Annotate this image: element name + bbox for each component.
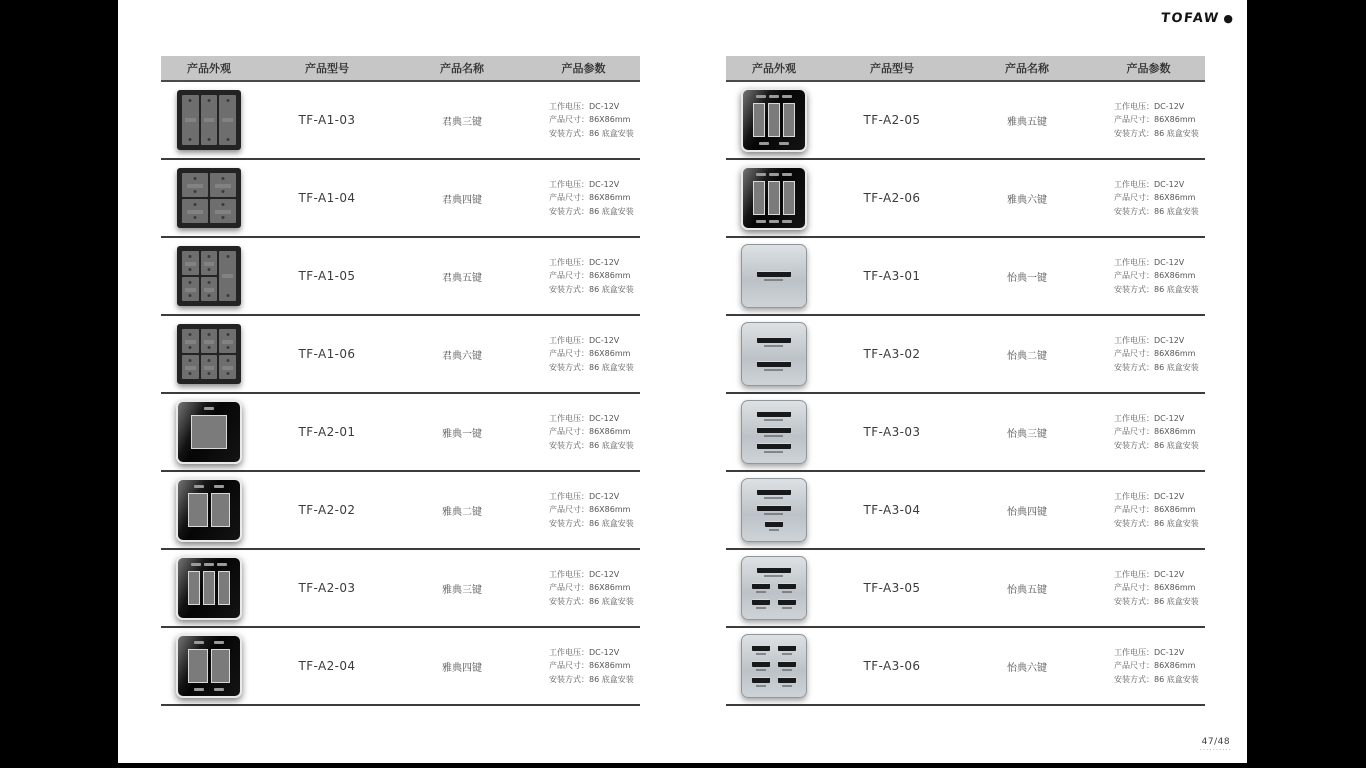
model-text: TF-A3-01 bbox=[863, 269, 921, 283]
switch-key bbox=[201, 95, 218, 145]
model-cell bbox=[822, 238, 962, 314]
name-text: 雅典五键 bbox=[1007, 116, 1047, 128]
switch-key bbox=[182, 173, 208, 197]
model-cell bbox=[822, 160, 962, 236]
switch-key bbox=[783, 103, 795, 137]
switch-key bbox=[768, 103, 780, 137]
switch-key bbox=[219, 251, 236, 301]
name-text: 雅典一键 bbox=[442, 428, 482, 440]
touch-key bbox=[752, 645, 770, 655]
touch-key bbox=[752, 583, 770, 593]
touch-key bbox=[757, 271, 792, 281]
param-line: 产品尺寸：86X86mm bbox=[549, 349, 631, 359]
model-text: TF-A2-03 bbox=[298, 581, 356, 595]
appearance-cell bbox=[726, 628, 822, 704]
params-cell bbox=[527, 160, 640, 236]
model-cell bbox=[822, 628, 962, 704]
name-text: 雅典六键 bbox=[1007, 194, 1047, 206]
product-image bbox=[176, 478, 242, 542]
param-line: 产品尺寸：86X86mm bbox=[549, 505, 631, 515]
switch-key bbox=[201, 355, 218, 379]
appearance-cell bbox=[726, 82, 822, 158]
param-line: 工作电压：DC-12V bbox=[1114, 179, 1185, 189]
params-cell bbox=[1092, 472, 1205, 548]
name-cell bbox=[397, 550, 527, 626]
model-text: TF-A2-05 bbox=[863, 113, 921, 127]
name-cell bbox=[397, 472, 527, 548]
name-text: 君典五键 bbox=[442, 272, 482, 284]
switch-key bbox=[201, 329, 218, 353]
param-line: 工作电压：DC-12V bbox=[549, 101, 620, 111]
touch-key bbox=[752, 677, 770, 687]
switch-key bbox=[182, 277, 199, 301]
column-header: 产品型号 bbox=[305, 62, 349, 75]
params-cell bbox=[527, 394, 640, 470]
appearance-cell bbox=[161, 394, 257, 470]
param-line: 工作电压：DC-12V bbox=[1114, 413, 1185, 423]
product-image bbox=[741, 478, 807, 542]
brand-logo-dot-icon: ● bbox=[1223, 12, 1233, 25]
param-line: 安装方式：86 底盒安装 bbox=[1114, 362, 1199, 372]
model-cell bbox=[822, 472, 962, 548]
product-table-left bbox=[161, 56, 640, 706]
product-image bbox=[741, 634, 807, 698]
params-cell bbox=[527, 472, 640, 548]
product-image bbox=[741, 400, 807, 464]
name-text: 雅典三键 bbox=[442, 584, 482, 596]
switch-key bbox=[203, 571, 215, 605]
switch-key bbox=[182, 355, 199, 379]
param-line: 工作电压：DC-12V bbox=[549, 569, 620, 579]
column-header: 产品型号 bbox=[870, 62, 914, 75]
param-line: 产品尺寸：86X86mm bbox=[1114, 661, 1196, 671]
switch-key bbox=[188, 571, 200, 605]
name-cell bbox=[397, 160, 527, 236]
param-line: 安装方式：86 底盒安装 bbox=[549, 440, 634, 450]
name-text: 君典六键 bbox=[442, 350, 482, 362]
model-cell bbox=[257, 472, 397, 548]
param-line: 安装方式：86 底盒安装 bbox=[1114, 284, 1199, 294]
name-cell bbox=[962, 628, 1092, 704]
touch-key bbox=[778, 645, 796, 655]
touch-key bbox=[757, 567, 792, 577]
name-cell bbox=[962, 316, 1092, 392]
table-row bbox=[726, 82, 1205, 160]
table-row bbox=[161, 82, 640, 160]
param-line: 产品尺寸：86X86mm bbox=[549, 271, 631, 281]
model-cell bbox=[257, 316, 397, 392]
param-line: 工作电压：DC-12V bbox=[1114, 101, 1185, 111]
name-cell bbox=[962, 160, 1092, 236]
appearance-cell bbox=[726, 316, 822, 392]
appearance-cell bbox=[726, 550, 822, 626]
appearance-cell bbox=[726, 160, 822, 236]
appearance-cell bbox=[161, 550, 257, 626]
param-line: 产品尺寸：86X86mm bbox=[1114, 427, 1196, 437]
model-text: TF-A1-03 bbox=[298, 113, 356, 127]
column-header: 产品外观 bbox=[187, 62, 231, 75]
name-text: 雅典二键 bbox=[442, 506, 482, 518]
params-cell bbox=[527, 550, 640, 626]
table-row bbox=[161, 472, 640, 550]
model-cell bbox=[257, 238, 397, 314]
touch-key bbox=[778, 599, 796, 609]
name-cell bbox=[962, 238, 1092, 314]
model-text: TF-A3-03 bbox=[863, 425, 921, 439]
column-header: 产品外观 bbox=[752, 62, 796, 75]
product-image bbox=[741, 556, 807, 620]
model-text: TF-A1-04 bbox=[298, 191, 356, 205]
model-cell bbox=[257, 394, 397, 470]
touch-key bbox=[757, 489, 792, 499]
name-text: 君典三键 bbox=[442, 116, 482, 128]
param-line: 产品尺寸：86X86mm bbox=[1114, 193, 1196, 203]
appearance-cell bbox=[726, 394, 822, 470]
product-image bbox=[177, 90, 241, 150]
switch-key bbox=[219, 95, 236, 145]
brand-logo bbox=[1161, 11, 1233, 26]
product-table-right bbox=[726, 56, 1205, 706]
name-text: 怡典六键 bbox=[1007, 662, 1047, 674]
model-text: TF-A2-02 bbox=[298, 503, 356, 517]
table-row bbox=[726, 316, 1205, 394]
param-line: 产品尺寸：86X86mm bbox=[549, 427, 631, 437]
switch-key bbox=[201, 251, 218, 275]
model-cell bbox=[822, 550, 962, 626]
param-line: 工作电压：DC-12V bbox=[549, 335, 620, 345]
table-row bbox=[161, 238, 640, 316]
switch-key bbox=[211, 649, 231, 683]
switch-key bbox=[211, 493, 231, 527]
switch-key bbox=[182, 251, 199, 275]
param-line: 工作电压：DC-12V bbox=[549, 413, 620, 423]
switch-key bbox=[219, 355, 236, 379]
column-header: 产品参数 bbox=[1126, 62, 1171, 75]
appearance-cell bbox=[726, 238, 822, 314]
param-line: 产品尺寸：86X86mm bbox=[549, 193, 631, 203]
params-cell bbox=[527, 82, 640, 158]
column-header: 产品名称 bbox=[440, 62, 484, 75]
param-line: 工作电压：DC-12V bbox=[1114, 491, 1185, 501]
name-text: 怡典四键 bbox=[1007, 506, 1047, 518]
table-header-row bbox=[161, 56, 640, 82]
switch-key bbox=[753, 181, 765, 215]
param-line: 安装方式：86 底盒安装 bbox=[549, 362, 634, 372]
params-cell bbox=[1092, 628, 1205, 704]
param-line: 产品尺寸：86X86mm bbox=[1114, 115, 1196, 125]
touch-key bbox=[757, 427, 792, 437]
appearance-cell bbox=[161, 316, 257, 392]
touch-key bbox=[757, 337, 792, 347]
params-cell bbox=[1092, 238, 1205, 314]
param-line: 安装方式：86 底盒安装 bbox=[549, 206, 634, 216]
param-line: 安装方式：86 底盒安装 bbox=[549, 128, 634, 138]
table-row bbox=[161, 316, 640, 394]
param-line: 产品尺寸：86X86mm bbox=[549, 115, 631, 125]
table-row bbox=[726, 472, 1205, 550]
param-line: 安装方式：86 底盒安装 bbox=[549, 596, 634, 606]
param-line: 产品尺寸：86X86mm bbox=[1114, 505, 1196, 515]
name-cell bbox=[962, 82, 1092, 158]
model-text: TF-A1-06 bbox=[298, 347, 356, 361]
touch-key bbox=[757, 411, 792, 421]
name-text: 君典四键 bbox=[442, 194, 482, 206]
name-cell bbox=[397, 238, 527, 314]
model-cell bbox=[257, 160, 397, 236]
model-text: TF-A3-04 bbox=[863, 503, 921, 517]
switch-key bbox=[191, 415, 227, 449]
params-cell bbox=[1092, 316, 1205, 392]
product-image bbox=[177, 168, 241, 228]
param-line: 安装方式：86 底盒安装 bbox=[1114, 440, 1199, 450]
product-image bbox=[176, 400, 242, 464]
switch-key bbox=[182, 329, 199, 353]
touch-key bbox=[757, 443, 792, 453]
model-text: TF-A2-04 bbox=[298, 659, 356, 673]
appearance-cell bbox=[161, 160, 257, 236]
appearance-cell bbox=[726, 472, 822, 548]
params-cell bbox=[527, 628, 640, 704]
page-number-dots: ·········· bbox=[1199, 746, 1232, 754]
table-row bbox=[726, 394, 1205, 472]
name-cell bbox=[397, 628, 527, 704]
name-text: 怡典三键 bbox=[1007, 428, 1047, 440]
param-line: 产品尺寸：86X86mm bbox=[549, 661, 631, 671]
model-text: TF-A2-06 bbox=[863, 191, 921, 205]
param-line: 工作电压：DC-12V bbox=[549, 491, 620, 501]
switch-key bbox=[219, 329, 236, 353]
name-text: 怡典二键 bbox=[1007, 350, 1047, 362]
name-text: 怡典一键 bbox=[1007, 272, 1047, 284]
switch-key bbox=[201, 277, 218, 301]
name-cell bbox=[962, 472, 1092, 548]
product-image bbox=[177, 246, 241, 306]
switch-key bbox=[210, 199, 236, 223]
name-cell bbox=[397, 316, 527, 392]
params-cell bbox=[527, 316, 640, 392]
param-line: 工作电压：DC-12V bbox=[1114, 335, 1185, 345]
name-cell bbox=[397, 394, 527, 470]
param-line: 安装方式：86 底盒安装 bbox=[549, 284, 634, 294]
param-line: 工作电压：DC-12V bbox=[549, 179, 620, 189]
table-row bbox=[726, 628, 1205, 706]
table-row bbox=[161, 394, 640, 472]
switch-key bbox=[768, 181, 780, 215]
table-header-row bbox=[726, 56, 1205, 82]
model-text: TF-A1-05 bbox=[298, 269, 356, 283]
param-line: 安装方式：86 底盒安装 bbox=[549, 674, 634, 684]
model-cell bbox=[822, 82, 962, 158]
params-cell bbox=[1092, 394, 1205, 470]
param-line: 安装方式：86 底盒安装 bbox=[1114, 518, 1199, 528]
param-line: 工作电压：DC-12V bbox=[1114, 257, 1185, 267]
model-cell bbox=[257, 82, 397, 158]
product-image bbox=[741, 88, 807, 152]
model-text: TF-A3-06 bbox=[863, 659, 921, 673]
product-image bbox=[741, 322, 807, 386]
product-image bbox=[177, 324, 241, 384]
column-header: 产品参数 bbox=[561, 62, 606, 75]
table-row bbox=[726, 160, 1205, 238]
param-line: 工作电压：DC-12V bbox=[1114, 647, 1185, 657]
param-line: 工作电压：DC-12V bbox=[549, 647, 620, 657]
name-cell bbox=[962, 394, 1092, 470]
params-cell bbox=[1092, 160, 1205, 236]
switch-key bbox=[188, 649, 208, 683]
param-line: 安装方式：86 底盒安装 bbox=[1114, 128, 1199, 138]
touch-key bbox=[778, 661, 796, 671]
page-number: 47/48 bbox=[1201, 737, 1231, 747]
switch-key bbox=[753, 103, 765, 137]
params-cell bbox=[527, 238, 640, 314]
model-cell bbox=[257, 628, 397, 704]
table-row bbox=[726, 238, 1205, 316]
name-cell bbox=[962, 550, 1092, 626]
switch-key bbox=[218, 571, 230, 605]
name-cell bbox=[397, 82, 527, 158]
product-image bbox=[741, 244, 807, 308]
param-line: 安装方式：86 底盒安装 bbox=[1114, 206, 1199, 216]
switch-key bbox=[783, 181, 795, 215]
param-line: 产品尺寸：86X86mm bbox=[549, 583, 631, 593]
product-image bbox=[741, 166, 807, 230]
param-line: 安装方式：86 底盒安装 bbox=[549, 518, 634, 528]
param-line: 安装方式：86 底盒安装 bbox=[1114, 674, 1199, 684]
model-text: TF-A3-05 bbox=[863, 581, 921, 595]
param-line: 工作电压：DC-12V bbox=[1114, 569, 1185, 579]
appearance-cell bbox=[161, 472, 257, 548]
params-cell bbox=[1092, 82, 1205, 158]
touch-key bbox=[778, 583, 796, 593]
page-footer bbox=[1200, 737, 1232, 753]
table-row bbox=[726, 550, 1205, 628]
model-text: TF-A3-02 bbox=[863, 347, 921, 361]
name-text: 雅典四键 bbox=[442, 662, 482, 674]
table-row bbox=[161, 160, 640, 238]
column-header: 产品名称 bbox=[1005, 62, 1049, 75]
model-text: TF-A2-01 bbox=[298, 425, 356, 439]
appearance-cell bbox=[161, 238, 257, 314]
switch-key bbox=[210, 173, 236, 197]
param-line: 产品尺寸：86X86mm bbox=[1114, 583, 1196, 593]
model-cell bbox=[257, 550, 397, 626]
param-line: 工作电压：DC-12V bbox=[549, 257, 620, 267]
table-row bbox=[161, 628, 640, 706]
touch-key bbox=[757, 361, 792, 371]
switch-key bbox=[188, 493, 208, 527]
appearance-cell bbox=[161, 82, 257, 158]
param-line: 产品尺寸：86X86mm bbox=[1114, 349, 1196, 359]
touch-key bbox=[757, 505, 792, 515]
product-image bbox=[176, 634, 242, 698]
touch-key bbox=[752, 661, 770, 671]
switch-key bbox=[182, 95, 199, 145]
catalog-page bbox=[118, 0, 1247, 763]
model-cell bbox=[822, 394, 962, 470]
touch-key bbox=[778, 677, 796, 687]
param-line: 安装方式：86 底盒安装 bbox=[1114, 596, 1199, 606]
appearance-cell bbox=[161, 628, 257, 704]
table-row bbox=[161, 550, 640, 628]
name-text: 怡典五键 bbox=[1007, 584, 1047, 596]
product-image bbox=[176, 556, 242, 620]
touch-key bbox=[752, 599, 770, 609]
switch-key bbox=[182, 199, 208, 223]
params-cell bbox=[1092, 550, 1205, 626]
touch-key bbox=[765, 521, 782, 531]
param-line: 产品尺寸：86X86mm bbox=[1114, 271, 1196, 281]
brand-logo-text: TOFAW bbox=[1159, 11, 1221, 26]
model-cell bbox=[822, 316, 962, 392]
